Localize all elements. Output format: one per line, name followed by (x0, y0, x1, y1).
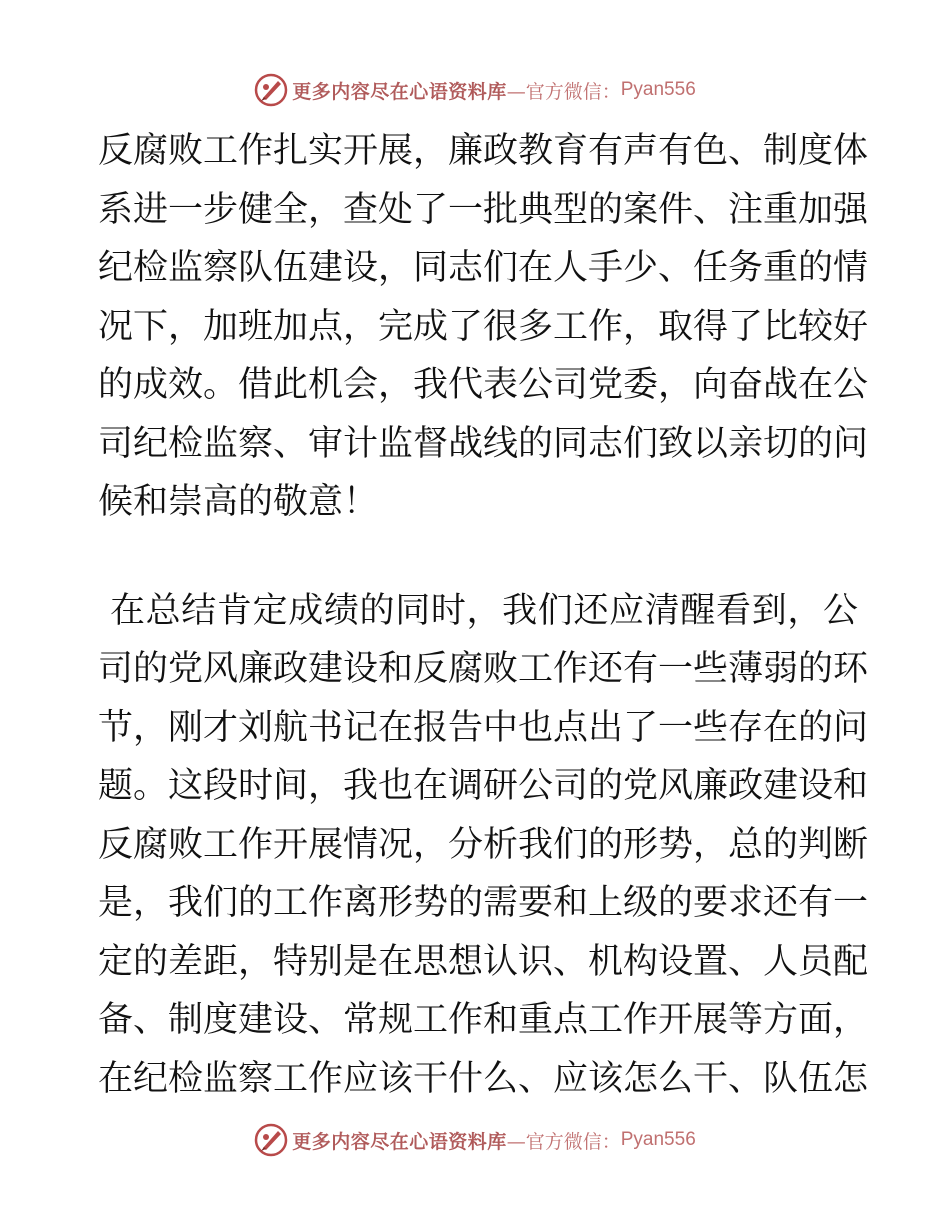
footer-suffix: —官方微信： (506, 1130, 621, 1153)
document-body (98, 122, 869, 1108)
paragraph-gap (98, 532, 858, 582)
header-brand: 更多内容尽在心语资料库 (292, 80, 507, 103)
text-line: 司的党风廉政建设和反腐败工作还有一些薄弱的环 (98, 649, 869, 689)
text-line: 定的差距，特别是在思想认识、机构设置、人员配 (98, 941, 869, 982)
text-line: 系进一步健全，查处了一批典型的案件、注重加强 (98, 189, 869, 230)
footer-wechat-id: Pyan556 (620, 1129, 696, 1150)
quill-logo-icon (254, 1123, 288, 1157)
text-line: 是，我们的工作离形势的需要和上级的要求还有一 (98, 883, 869, 923)
quill-logo-icon (254, 73, 288, 107)
text-line: 候和崇高的敬意！ (98, 482, 379, 522)
text-line: 节，刚才刘航书记在报告中也点出了一些存在的问 (98, 707, 869, 748)
text-line: 在总结肯定成绩的同时，我们还应清醒看到，公 (110, 590, 858, 631)
header-suffix: —官方微信： (506, 80, 621, 103)
paragraph-1 (98, 122, 869, 532)
page-header-watermark (0, 70, 950, 110)
footer-brand: 更多内容尽在心语资料库 (292, 1130, 507, 1153)
text-line: 备、制度建设、常规工作和重点工作开展等方面， (98, 1000, 869, 1040)
text-line: 题。这段时间，我也在调研公司的党风廉政建设和 (98, 766, 869, 806)
header-wechat-id: Pyan556 (620, 79, 696, 100)
paragraph-2 (98, 582, 869, 1109)
text-line: 况下，加班加点，完成了很多工作，取得了比较好 (98, 306, 869, 347)
text-line: 反腐败工作扎实开展，廉政教育有声有色、制度体 (98, 131, 869, 171)
text-line: 的成效。借此机会，我代表公司党委，向奋战在公 (98, 365, 869, 405)
text-line: 反腐败工作开展情况，分析我们的形势，总的判断 (98, 824, 869, 865)
text-line: 在纪检监察工作应该干什么、应该怎么干、队伍怎 (98, 1058, 869, 1099)
text-line: 纪检监察队伍建设，同志们在人手少、任务重的情 (98, 248, 869, 288)
page-footer-watermark (0, 1120, 950, 1160)
text-line: 司纪检监察、审计监督战线的同志们致以亲切的问 (98, 423, 869, 464)
